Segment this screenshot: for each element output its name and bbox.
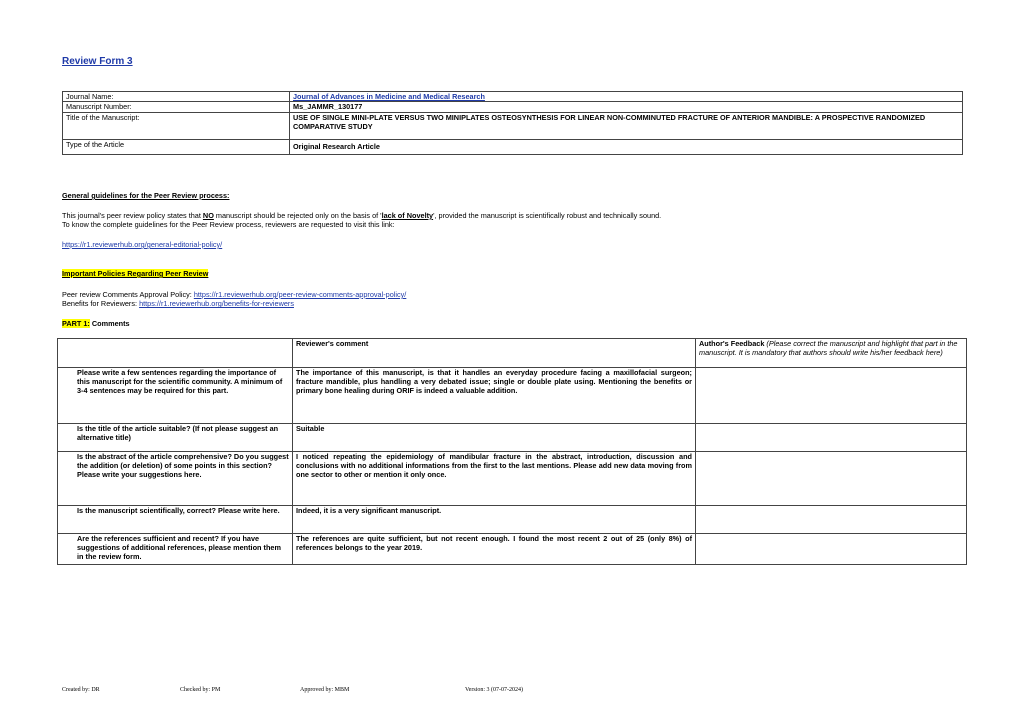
comment-row-title bbox=[58, 424, 967, 452]
footer-created: Created by: DR bbox=[62, 687, 100, 693]
author-feedback-title[interactable] bbox=[696, 424, 967, 452]
policies-heading: Important Policies Regarding Peer Review bbox=[62, 269, 209, 278]
editorial-policy-link[interactable]: https://r1.reviewerhub.org/general-editorial-policy/ bbox=[62, 240, 223, 249]
author-feedback-note: (Please correct the manuscript and highlight that part in the manuscript. It is mandatory that authors should write his/her feedback here) bbox=[699, 339, 958, 358]
article-type-label: Type of the Article bbox=[63, 139, 290, 154]
manuscript-title-row bbox=[63, 112, 963, 139]
answer-abstract: I noticed repeating the epidemiology of mandibular fracture in the abstract, introduction, discussion and conclusions with no additional informations from the first to the last mentions. Please add new data moving from one sector to other or mention it only once. bbox=[293, 452, 696, 506]
manuscript-number-value: Ms_JAMMR_130177 bbox=[290, 102, 963, 112]
comment-row-abstract bbox=[58, 452, 967, 506]
answer-scientific: Indeed, it is a very significant manuscript. bbox=[293, 506, 696, 534]
reviewer-comment-header: Reviewer's comment bbox=[293, 339, 696, 368]
manuscript-title-label: Title of the Manuscript: bbox=[63, 112, 290, 139]
article-type-value: Original Research Article bbox=[290, 139, 963, 154]
question-header-cell bbox=[58, 339, 293, 368]
comments-table bbox=[57, 338, 967, 565]
article-type-row bbox=[63, 139, 963, 154]
approval-policy-link[interactable]: https://r1.reviewerhub.org/peer-review-comments-approval-policy/ bbox=[193, 290, 407, 299]
question-scientific: Is the manuscript scientifically, correct? Please write here. bbox=[58, 506, 293, 534]
answer-importance: The importance of this manuscript, is that it handles an everyday procedure facing a maxillofacial surgeon; fracture mandible, plus handling a very debated issue; single or double plate using. Mentioning the benefits or primary bone healing during ORIF is indeed a valuable addition. bbox=[293, 368, 696, 424]
form-title: Review Form 3 bbox=[62, 56, 133, 67]
guidelines-text-4: To know the complete guidelines for the Peer Review process, reviewers are requested to visit this link: bbox=[62, 220, 395, 230]
guidelines-paragraph bbox=[62, 211, 661, 230]
question-references: Are the references sufficient and recent? If you have suggestions of additional references, please mention them in the review form. bbox=[58, 534, 293, 565]
comments-header-row bbox=[58, 339, 967, 368]
journal-label: Journal Name: bbox=[63, 92, 290, 102]
benefits-link[interactable]: https://r1.reviewerhub.org/benefits-for-reviewers bbox=[139, 299, 294, 309]
guidelines-text-2: manuscript should be rejected only on the basis of ' bbox=[213, 211, 382, 220]
author-feedback-label: Author's Feedback bbox=[699, 339, 765, 348]
manuscript-info-table bbox=[62, 91, 963, 155]
author-feedback-scientific[interactable] bbox=[696, 506, 967, 534]
journal-link[interactable]: Journal of Advances in Medicine and Medical Research bbox=[293, 92, 485, 101]
author-feedback-references[interactable] bbox=[696, 534, 967, 565]
author-feedback-abstract[interactable] bbox=[696, 452, 967, 506]
answer-references: The references are quite sufficient, but not recent enough. I found the most recent 2 out of 25 (only 8%) of references belongs to the year 2019. bbox=[293, 534, 696, 565]
question-abstract: Is the abstract of the article comprehensive? Do you suggest the addition (or deletion) of some points in this section? Please write your suggestions here. bbox=[58, 452, 293, 506]
footer-version: Version: 3 (07-07-2024) bbox=[465, 687, 523, 693]
comment-row-importance bbox=[58, 368, 967, 424]
answer-title: Suitable bbox=[293, 424, 696, 452]
guidelines-text-3: ', provided the manuscript is scientifically robust and technically sound. bbox=[433, 211, 662, 220]
journal-row bbox=[63, 92, 963, 102]
part1-title: Comments bbox=[89, 319, 130, 328]
no-emphasis: NO bbox=[202, 211, 214, 220]
question-title: Is the title of the article suitable? (If not please suggest an alternative title) bbox=[58, 424, 293, 452]
benefits-label: Benefits for Reviewers: bbox=[62, 299, 140, 309]
question-importance: Please write a few sentences regarding the importance of this manuscript for the scientific community. A minimum of 3-4 sentences may be required for this part. bbox=[58, 368, 293, 424]
manuscript-number-row bbox=[63, 102, 963, 112]
manuscript-number-label: Manuscript Number: bbox=[63, 102, 290, 112]
part1-label: PART 1: bbox=[62, 319, 90, 328]
footer-checked: Checked by: PM bbox=[180, 687, 221, 693]
approval-policy-label: Peer review Comments Approval Policy: bbox=[62, 290, 194, 299]
guidelines-heading: General guidelines for the Peer Review process: bbox=[62, 191, 230, 200]
journal-value bbox=[290, 92, 963, 102]
comment-row-scientific bbox=[58, 506, 967, 534]
novelty-emphasis: lack of Novelty bbox=[381, 211, 434, 220]
editorial-policy-link-line bbox=[62, 240, 222, 249]
policies-links bbox=[62, 290, 406, 309]
guidelines-text-1: This journal's peer review policy states that bbox=[62, 211, 203, 220]
author-feedback-header bbox=[696, 339, 967, 368]
part1-heading bbox=[62, 319, 130, 328]
author-feedback-importance[interactable] bbox=[696, 368, 967, 424]
footer-approved: Approved by: MBM bbox=[300, 687, 350, 693]
manuscript-title-value: USE OF SINGLE MINI-PLATE VERSUS TWO MINIPLATES OSTEOSYNTHESIS FOR LINEAR NON-COMMINUTED FRACTURE OF ANTERIOR MANDIBLE: A PROSPECTIVE RANDOMIZED COMPARATIVE STUDY bbox=[290, 112, 963, 139]
comment-row-references bbox=[58, 534, 967, 565]
